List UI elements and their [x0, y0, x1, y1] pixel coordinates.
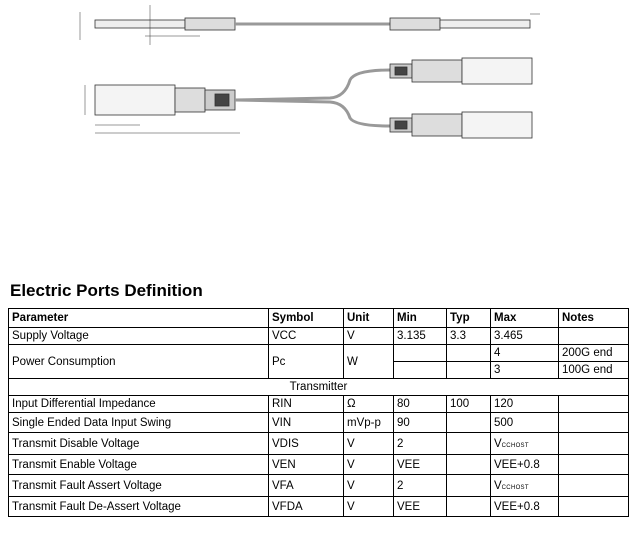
notes-cell — [559, 433, 629, 455]
param-cell: Transmit Enable Voltage — [9, 455, 269, 475]
header-max: Max — [491, 309, 559, 328]
typ-cell — [447, 455, 491, 475]
table-row — [9, 413, 629, 433]
param-cell: Single Ended Data Input Swing — [9, 413, 269, 433]
unit-cell: Ω — [344, 396, 394, 413]
min-cell: 90 — [394, 413, 447, 433]
max-main-text: V — [494, 479, 502, 492]
min-cell: VEE — [394, 455, 447, 475]
header-parameter: Parameter — [9, 309, 269, 328]
param-cell: Supply Voltage — [9, 328, 269, 345]
table-header-row — [9, 309, 629, 328]
param-cell: Transmit Disable Voltage — [9, 433, 269, 455]
typ-cell: 100 — [447, 396, 491, 413]
symbol-cell: Pc — [269, 345, 344, 379]
notes-cell: 200G end — [559, 345, 629, 362]
100g-connector-lower — [390, 112, 532, 138]
transmitter-header: Transmitter — [9, 379, 629, 396]
table-row — [9, 433, 629, 455]
notes-cell: 100G end — [559, 362, 629, 379]
symbol-cell: VIN — [269, 413, 344, 433]
max-cell: 120 — [491, 396, 559, 413]
min-cell — [394, 362, 447, 379]
max-cell: 4 — [491, 345, 559, 362]
notes-cell — [559, 475, 629, 497]
header-symbol: Symbol — [269, 309, 344, 328]
param-cell: Power Consumption — [9, 345, 269, 379]
symbol-cell: VDIS — [269, 433, 344, 455]
header-typ: Typ — [447, 309, 491, 328]
notes-cell — [559, 497, 629, 517]
notes-cell — [559, 413, 629, 433]
max-cell: 3 — [491, 362, 559, 379]
symbol-cell: RIN — [269, 396, 344, 413]
unit-cell: V — [344, 455, 394, 475]
symbol-cell: VFA — [269, 475, 344, 497]
symbol-cell: VFDA — [269, 497, 344, 517]
200g-connector — [85, 85, 240, 133]
header-unit: Unit — [344, 309, 394, 328]
min-cell: 3.135 — [394, 328, 447, 345]
max-cell: VEE+0.8 — [491, 455, 559, 475]
table-row — [9, 475, 629, 497]
straight-cable-side-view — [80, 5, 540, 45]
table-row — [9, 455, 629, 475]
min-cell: VEE — [394, 497, 447, 517]
max-cell — [491, 475, 559, 497]
notes-cell — [559, 396, 629, 413]
unit-cell: V — [344, 475, 394, 497]
max-cell: 3.465 — [491, 328, 559, 345]
typ-cell — [447, 475, 491, 497]
typ-cell — [447, 345, 491, 362]
unit-cell: V — [344, 328, 394, 345]
typ-cell — [447, 497, 491, 517]
min-cell — [394, 345, 447, 362]
transmitter-section-row — [9, 379, 629, 396]
min-cell: 2 — [394, 433, 447, 455]
max-cell: VEE+0.8 — [491, 497, 559, 517]
param-cell: Transmit Fault De-Assert Voltage — [9, 497, 269, 517]
max-cell: 500 — [491, 413, 559, 433]
unit-cell: V — [344, 433, 394, 455]
unit-cell: V — [344, 497, 394, 517]
symbol-cell: VEN — [269, 455, 344, 475]
max-cell — [491, 433, 559, 455]
max-subscript-text: CCHOST — [501, 484, 529, 491]
param-cell: Transmit Fault Assert Voltage — [9, 475, 269, 497]
table-row — [9, 328, 629, 345]
header-notes: Notes — [559, 309, 629, 328]
notes-cell — [559, 455, 629, 475]
unit-cell: mVp-p — [344, 413, 394, 433]
symbol-cell: VCC — [269, 328, 344, 345]
section-title: Electric Ports Definition — [10, 281, 203, 300]
typ-cell — [447, 413, 491, 433]
header-min: Min — [394, 309, 447, 328]
electric-ports-table — [8, 308, 629, 517]
typ-cell: 3.3 — [447, 328, 491, 345]
typ-cell — [447, 433, 491, 455]
min-cell: 80 — [394, 396, 447, 413]
unit-cell: W — [344, 345, 394, 379]
notes-cell — [559, 328, 629, 345]
max-main-text: V — [494, 437, 502, 450]
table-row — [9, 396, 629, 413]
100g-connector-upper — [390, 58, 532, 84]
table-row — [9, 345, 629, 362]
min-cell: 2 — [394, 475, 447, 497]
param-cell: Input Differential Impedance — [9, 396, 269, 413]
table-row — [9, 497, 629, 517]
typ-cell — [447, 362, 491, 379]
max-subscript-text: CCHOST — [501, 442, 529, 449]
